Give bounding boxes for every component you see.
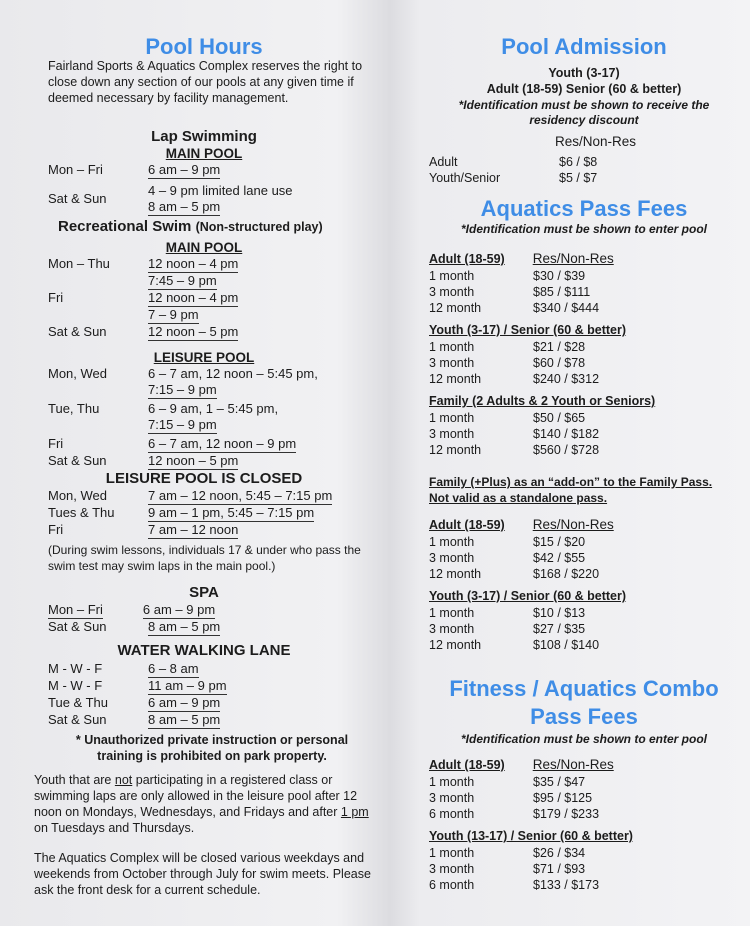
rec-main-schedule xyxy=(48,256,378,341)
closed-day: Fri xyxy=(48,522,64,537)
duration-label: 3 month xyxy=(429,285,475,299)
walk-time: 8 am – 5 pm xyxy=(148,712,221,727)
resnon-header: Res/Non-Res xyxy=(532,251,614,266)
rec-time: 12 noon – 4 pm xyxy=(148,256,239,271)
price-group-title xyxy=(429,756,741,774)
price-row xyxy=(429,877,741,893)
walk-row xyxy=(48,695,378,712)
leisure-closed-schedule xyxy=(48,488,378,539)
price-value: $71 / $93 xyxy=(533,862,586,876)
duration-label: 3 month xyxy=(429,356,475,370)
price-row xyxy=(429,300,741,316)
family-plus-note xyxy=(429,474,749,506)
duration-label: 1 month xyxy=(429,411,475,425)
leisure-day: Fri xyxy=(48,436,64,451)
lap-row xyxy=(48,162,378,179)
closed-time: 7 am – 12 noon xyxy=(148,522,239,537)
leisure-time: 6 – 9 am, 1 – 5:45 pm, xyxy=(148,401,279,416)
duration-label: 12 month xyxy=(429,638,482,652)
rec-swim-title-text: Recreational Swim xyxy=(58,218,192,235)
aquatics-pass-title: Aquatics Pass Fees xyxy=(480,196,688,221)
admission-row xyxy=(429,154,739,170)
price-group-title xyxy=(429,250,741,268)
pool-admission-title: Pool Admission xyxy=(501,34,667,59)
price-value: $85 / $111 xyxy=(533,285,591,299)
walk-row xyxy=(48,712,378,729)
lap-row xyxy=(48,183,378,216)
leisure-row xyxy=(48,453,378,470)
price-group xyxy=(429,756,741,822)
walk-row xyxy=(48,661,378,678)
price-group-title-text: Youth (3-17) / Senior (60 & better) xyxy=(429,589,627,603)
rec-main-pool-label: MAIN POOL xyxy=(165,240,243,255)
combo-id-note: *Identification must be shown to enter pool xyxy=(460,732,707,746)
youth-1pm: 1 pm xyxy=(340,805,369,819)
walk-time: 6 – 8 am xyxy=(148,661,199,676)
lap-day: Sat & Sun xyxy=(48,191,107,206)
walk-day: Sat & Sun xyxy=(48,712,107,727)
duration-label: 3 month xyxy=(429,622,475,636)
leisure-time: 7:15 – 9 pm xyxy=(148,382,217,397)
leisure-day: Sat & Sun xyxy=(48,453,107,468)
admission-row xyxy=(429,170,739,186)
private-instruction-warning: * Unauthorized private instruction or personal training is prohibited on park property. xyxy=(75,733,349,763)
leisure-time: 6 – 7 am, 12 noon – 9 pm xyxy=(148,436,297,451)
admission-resnon-header: Res/Non-Res xyxy=(555,134,637,149)
price-group xyxy=(429,322,741,387)
closed-time: 9 am – 1 pm, 5:45 – 7:15 pm xyxy=(148,505,315,520)
youth-text: Youth that are xyxy=(34,773,112,787)
walk-time: 6 am – 9 pm xyxy=(148,695,221,710)
lap-day: Mon – Fri xyxy=(48,162,103,177)
rec-main-row xyxy=(48,256,378,290)
duration-label: 6 month xyxy=(429,878,475,892)
leisure-day: Mon, Wed xyxy=(48,366,108,381)
price-value: $30 / $39 xyxy=(533,269,586,283)
price-value: $168 / $220 xyxy=(533,567,600,581)
duration-label: 1 month xyxy=(429,340,475,354)
resnon-header: Res/Non-Res xyxy=(532,757,614,772)
price-group-title-text: Adult (18-59) xyxy=(429,518,505,532)
price-value: $42 / $55 xyxy=(533,551,586,565)
price-row xyxy=(429,410,741,426)
youth-leisure-rules xyxy=(34,772,374,836)
rec-day: Mon – Thu xyxy=(48,256,110,271)
duration-label: 12 month xyxy=(429,443,482,457)
price-value: $560 / $728 xyxy=(533,443,600,457)
youth-text: participating in a registered class or swimming laps are only allowed in the leisure pool after 12 noon on Mondays, Wednesdays, and Fridays and after xyxy=(34,773,358,819)
rec-day: Sat & Sun xyxy=(48,324,107,339)
price-group-title-text: Adult (18-59) xyxy=(429,758,505,772)
price-group xyxy=(429,588,741,653)
price-row xyxy=(429,534,741,550)
duration-label: 12 month xyxy=(429,567,482,581)
swim-lesson-note: (During swim lessons, individuals 17 & under who pass the swim test may swim laps in the main pool.) xyxy=(48,543,361,573)
adult-senior-range: Adult (18-59) Senior (60 & better) xyxy=(486,82,682,96)
price-value: $179 / $233 xyxy=(533,807,600,821)
price-group-title xyxy=(429,828,741,845)
resnon-header: Res/Non-Res xyxy=(532,517,614,532)
closure-notice: The Aquatics Complex will be closed various weekdays and weekends from October through July for swim meets. Please ask the front desk for a current schedule. xyxy=(34,851,371,897)
walk-row xyxy=(48,678,378,695)
leisure-time: 12 noon – 5 pm xyxy=(148,453,239,468)
aquatics-pass-groups xyxy=(429,250,741,464)
rec-main-row xyxy=(48,324,378,341)
spa-row xyxy=(48,619,378,636)
price-value: $21 / $28 xyxy=(533,340,586,354)
lap-main-pool-label: MAIN POOL xyxy=(165,146,243,161)
family-plus-line1: Family (+Plus) as an “add-on” to the Family Pass. xyxy=(429,475,713,489)
combo-groups xyxy=(429,756,741,899)
lap-time: 8 am – 5 pm xyxy=(148,199,221,214)
lap-time: 4 – 9 pm limited lane use xyxy=(148,183,293,198)
spa-row xyxy=(48,602,378,619)
leisure-closed-title: LEISURE POOL IS CLOSED xyxy=(105,470,303,487)
duration-label: 3 month xyxy=(429,551,475,565)
price-row xyxy=(429,637,741,653)
price-row xyxy=(429,284,741,300)
rec-swim-note: (Non-structured play) xyxy=(195,220,323,234)
price-group xyxy=(429,516,741,582)
water-walking-title: WATER WALKING LANE xyxy=(117,642,291,659)
price-group-title-text: Adult (18-59) xyxy=(429,252,505,266)
price-row xyxy=(429,861,741,877)
price-value: $140 / $182 xyxy=(533,427,600,441)
spa-time: 8 am – 5 pm xyxy=(148,619,221,634)
rec-time: 7 – 9 pm xyxy=(148,307,199,322)
duration-label: 1 month xyxy=(429,846,475,860)
rec-leisure-pool-label: LEISURE POOL xyxy=(153,350,255,365)
spa-schedule xyxy=(48,602,378,636)
lap-swimming-title: Lap Swimming xyxy=(151,128,257,145)
duration-label: 1 month xyxy=(429,535,475,549)
leisure-row xyxy=(48,436,378,453)
pool-hours-title: Pool Hours xyxy=(145,34,263,59)
price-group-title xyxy=(429,393,741,410)
duration-label: 1 month xyxy=(429,775,475,789)
youth-not: not xyxy=(114,773,133,787)
combo-title-line2: Pass Fees xyxy=(530,704,638,729)
duration-label: 6 month xyxy=(429,807,475,821)
price-row xyxy=(429,605,741,621)
price-group-title xyxy=(429,588,741,605)
price-value: $35 / $47 xyxy=(533,775,586,789)
duration-label: 3 month xyxy=(429,427,475,441)
pass-id-note: *Identification must be shown to enter pool xyxy=(460,222,707,236)
youth-range: Youth (3-17) xyxy=(548,66,620,80)
admission-price: $5 / $7 xyxy=(559,171,598,185)
family-plus-groups xyxy=(429,516,741,659)
walk-day: M - W - F xyxy=(48,661,103,676)
leisure-time: 7:15 – 9 pm xyxy=(148,417,217,432)
rec-main-row xyxy=(48,290,378,324)
price-row xyxy=(429,442,741,458)
price-group xyxy=(429,250,741,316)
price-group xyxy=(429,393,741,458)
price-group xyxy=(429,828,741,893)
duration-label: 1 month xyxy=(429,606,475,620)
price-value: $240 / $312 xyxy=(533,372,600,386)
rec-time: 12 noon – 5 pm xyxy=(148,324,239,339)
price-value: $10 / $13 xyxy=(533,606,586,620)
closed-row xyxy=(48,505,378,522)
price-value: $15 / $20 xyxy=(533,535,586,549)
duration-label: 12 month xyxy=(429,301,482,315)
rec-swim-title xyxy=(58,218,378,235)
rec-leisure-schedule xyxy=(48,366,378,470)
intro-text: Fairland Sports & Aquatics Complex reserves the right to close down any section of our pools at any given time if deemed necessary by facility management. xyxy=(48,59,363,105)
price-row xyxy=(429,550,741,566)
rec-time: 7:45 – 9 pm xyxy=(148,273,217,288)
closed-day: Mon, Wed xyxy=(48,488,108,503)
closed-time: 7 am – 12 noon, 5:45 – 7:15 pm xyxy=(148,488,333,503)
price-value: $95 / $125 xyxy=(533,791,593,805)
admission-prices xyxy=(429,154,739,186)
leisure-time: 6 – 7 am, 12 noon – 5:45 pm, xyxy=(148,366,318,381)
leisure-row xyxy=(48,401,378,434)
leisure-day: Tue, Thu xyxy=(48,401,100,416)
price-row xyxy=(429,774,741,790)
leisure-row xyxy=(48,366,378,399)
walk-time: 11 am – 9 pm xyxy=(148,678,227,693)
admission-label: Adult xyxy=(429,155,458,169)
admission-price: $6 / $8 xyxy=(559,155,598,169)
spa-day: Mon – Fri xyxy=(48,602,103,617)
spa-title: SPA xyxy=(189,584,219,601)
lap-schedule xyxy=(48,162,378,216)
price-row xyxy=(429,268,741,284)
lap-time: 6 am – 9 pm xyxy=(148,162,221,177)
price-row xyxy=(429,339,741,355)
walk-day: Tue & Thu xyxy=(48,695,108,710)
residency-id-note: *Identification must be shown to receive the residency discount xyxy=(458,98,710,127)
price-group-title xyxy=(429,516,741,534)
duration-label: 12 month xyxy=(429,372,482,386)
price-value: $60 / $78 xyxy=(533,356,586,370)
duration-label: 3 month xyxy=(429,862,475,876)
price-group-title xyxy=(429,322,741,339)
price-row xyxy=(429,790,741,806)
spa-day: Sat & Sun xyxy=(48,619,107,634)
rec-day: Fri xyxy=(48,290,64,305)
admission-label: Youth/Senior xyxy=(429,171,501,185)
youth-text: on Tuesdays and Thursdays. xyxy=(34,821,195,835)
closed-row xyxy=(48,522,378,539)
rec-time: 12 noon – 4 pm xyxy=(148,290,239,305)
price-group-title-text: Youth (13-17) / Senior (60 & better) xyxy=(429,829,633,843)
price-group-title-text: Family (2 Adults & 2 Youth or Seniors) xyxy=(429,394,656,408)
duration-label: 3 month xyxy=(429,791,475,805)
walk-day: M - W - F xyxy=(48,678,103,693)
price-row xyxy=(429,806,741,822)
spa-time: 6 am – 9 pm xyxy=(142,602,216,617)
price-value: $340 / $444 xyxy=(533,301,600,315)
price-value: $27 / $35 xyxy=(533,622,586,636)
price-row xyxy=(429,426,741,442)
price-value: $26 / $34 xyxy=(533,846,586,860)
price-row xyxy=(429,845,741,861)
family-plus-line2: Not valid as a standalone pass. xyxy=(429,491,608,505)
price-row xyxy=(429,371,741,387)
price-row xyxy=(429,355,741,371)
closed-day: Tues & Thu xyxy=(48,505,115,520)
price-row xyxy=(429,621,741,637)
price-group-title-text: Youth (3-17) / Senior (60 & better) xyxy=(429,323,627,337)
water-walking-schedule xyxy=(48,661,378,729)
price-row xyxy=(429,566,741,582)
price-value: $133 / $173 xyxy=(533,878,600,892)
combo-title-line1: Fitness / Aquatics Combo xyxy=(449,676,719,701)
closed-row xyxy=(48,488,378,505)
price-value: $108 / $140 xyxy=(533,638,600,652)
price-value: $50 / $65 xyxy=(533,411,586,425)
duration-label: 1 month xyxy=(429,269,475,283)
